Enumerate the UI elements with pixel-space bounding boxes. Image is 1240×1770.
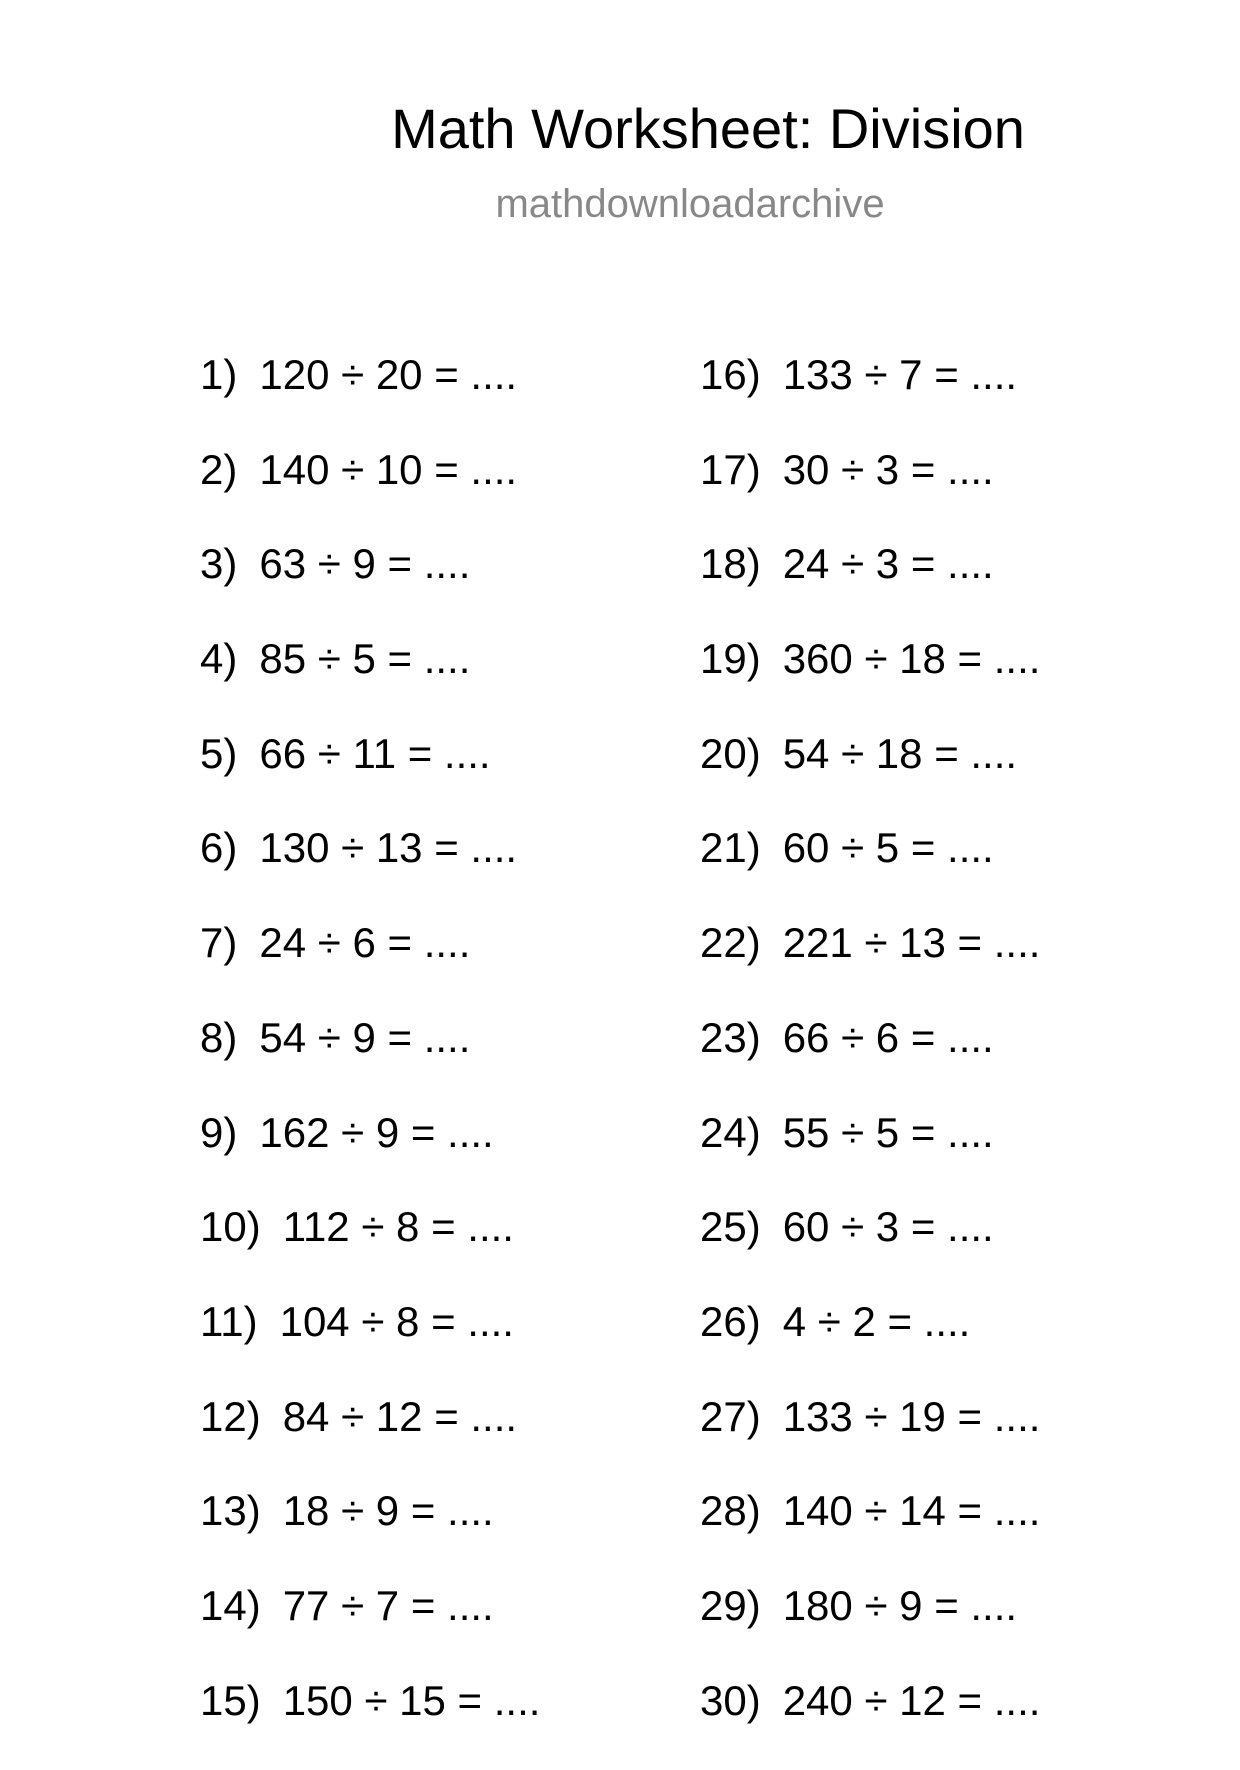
worksheet-source: mathdownloadarchive xyxy=(495,182,885,226)
problem-expression: 63 ÷ 9 = .... xyxy=(259,540,471,588)
problem-expression: 77 ÷ 7 = .... xyxy=(282,1581,494,1629)
problem-item xyxy=(700,918,1040,1013)
problem-item xyxy=(700,350,1040,445)
problem-number: 1) xyxy=(200,351,238,398)
problem-item xyxy=(700,1297,1040,1392)
problem-item xyxy=(700,1581,1040,1676)
problem-item xyxy=(200,539,540,634)
problem-expression: 162 ÷ 9 = .... xyxy=(259,1108,494,1156)
problem-item xyxy=(200,1676,540,1770)
problem-number: 15) xyxy=(200,1676,261,1724)
problem-number: 4) xyxy=(200,635,238,683)
problem-number: 8) xyxy=(200,1013,238,1061)
problem-expression: 221 ÷ 13 = .... xyxy=(782,919,1041,967)
problem-number: 25) xyxy=(700,1203,761,1251)
problem-item xyxy=(200,350,540,445)
problem-expression: 4 ÷ 2 = .... xyxy=(782,1297,971,1345)
problem-item xyxy=(700,634,1040,729)
problem-item xyxy=(200,823,540,918)
problem-number: 21) xyxy=(700,824,761,872)
problem-number: 29) xyxy=(700,1581,761,1629)
problem-item xyxy=(700,1392,1040,1487)
problem-expression: 54 ÷ 9 = .... xyxy=(259,1013,471,1061)
problem-number: 9) xyxy=(200,1108,238,1156)
problem-number: 30) xyxy=(700,1676,761,1724)
problem-item xyxy=(200,729,540,824)
problem-item xyxy=(200,1486,540,1581)
problem-number: 16) xyxy=(700,351,761,398)
problem-number: 18) xyxy=(700,540,761,588)
problem-expression: 55 ÷ 5 = .... xyxy=(782,1108,994,1156)
problem-number: 24) xyxy=(700,1108,761,1156)
problem-number: 2) xyxy=(200,445,238,493)
problem-number: 26) xyxy=(700,1297,761,1345)
problem-expression: 240 ÷ 12 = .... xyxy=(782,1676,1041,1724)
problem-number: 6) xyxy=(200,824,238,872)
problem-item xyxy=(200,634,540,729)
problem-expression: 54 ÷ 18 = .... xyxy=(782,729,1018,777)
problem-item xyxy=(700,1202,1040,1297)
problem-number: 10) xyxy=(200,1203,261,1251)
problem-expression: 60 ÷ 5 = .... xyxy=(782,824,994,872)
problem-number: 7) xyxy=(200,919,238,967)
problem-number: 17) xyxy=(700,445,761,493)
problem-column-left xyxy=(200,350,540,1770)
problem-expression: 140 ÷ 14 = .... xyxy=(782,1487,1041,1535)
problem-expression: 133 ÷ 7 = .... xyxy=(782,351,1018,398)
problem-number: 19) xyxy=(700,635,761,683)
problem-item xyxy=(700,823,1040,918)
problem-item xyxy=(700,729,1040,824)
problem-number: 5) xyxy=(200,729,238,777)
problem-item xyxy=(700,1486,1040,1581)
problem-number: 12) xyxy=(200,1392,261,1440)
problem-expression: 30 ÷ 3 = .... xyxy=(782,445,994,493)
problem-item xyxy=(200,918,540,1013)
problem-number: 20) xyxy=(700,729,761,777)
problem-expression: 24 ÷ 3 = .... xyxy=(782,540,994,588)
problem-expression: 24 ÷ 6 = .... xyxy=(259,919,471,967)
problem-number: 27) xyxy=(700,1392,761,1440)
problem-number: 28) xyxy=(700,1487,761,1535)
problem-expression: 120 ÷ 20 = .... xyxy=(259,351,518,398)
problem-expression: 140 ÷ 10 = .... xyxy=(259,445,518,493)
problem-number: 14) xyxy=(200,1581,261,1629)
problem-item xyxy=(200,1297,540,1392)
problem-item xyxy=(700,1013,1040,1108)
problem-item xyxy=(200,1108,540,1203)
problem-item xyxy=(200,445,540,540)
problem-item xyxy=(200,1392,540,1487)
problem-number: 22) xyxy=(700,919,761,967)
problem-item xyxy=(700,1108,1040,1203)
worksheet-title: Math Worksheet: Division xyxy=(391,97,1025,160)
problem-expression: 150 ÷ 15 = .... xyxy=(282,1676,541,1724)
problem-expression: 133 ÷ 19 = .... xyxy=(782,1392,1041,1440)
problem-expression: 18 ÷ 9 = .... xyxy=(282,1487,494,1535)
problem-column-right xyxy=(700,350,1040,1770)
problem-expression: 60 ÷ 3 = .... xyxy=(782,1203,994,1251)
problem-item xyxy=(200,1202,540,1297)
problem-expression: 66 ÷ 6 = .... xyxy=(782,1013,994,1061)
problem-expression: 130 ÷ 13 = .... xyxy=(259,824,518,872)
problem-expression: 85 ÷ 5 = .... xyxy=(259,635,471,683)
problem-item xyxy=(200,1013,540,1108)
problem-number: 11) xyxy=(200,1297,258,1345)
problem-expression: 104 ÷ 8 = .... xyxy=(279,1297,514,1345)
problem-expression: 112 ÷ 8 = .... xyxy=(282,1203,514,1251)
problem-number: 23) xyxy=(700,1013,761,1061)
problem-item xyxy=(700,539,1040,634)
problem-number: 3) xyxy=(200,540,238,588)
problem-expression: 360 ÷ 18 = .... xyxy=(782,635,1041,683)
problem-expression: 180 ÷ 9 = .... xyxy=(782,1581,1018,1629)
problem-number: 13) xyxy=(200,1487,261,1535)
problem-item xyxy=(200,1581,540,1676)
problem-item xyxy=(700,445,1040,540)
problem-expression: 84 ÷ 12 = .... xyxy=(282,1392,518,1440)
problem-expression: 66 ÷ 11 = .... xyxy=(259,729,491,777)
problem-item xyxy=(700,1676,1040,1770)
